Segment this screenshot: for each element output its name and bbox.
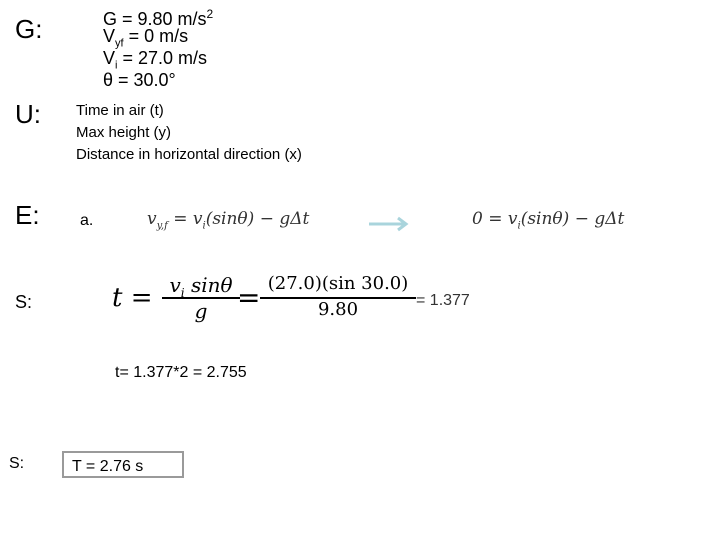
label-u: U: [15, 99, 41, 129]
givens-block [103, 3, 213, 91]
given-gravity: G = 9.80 $m/s^2$ [103, 7, 214, 29]
label-e: E: [15, 200, 40, 230]
equals-sign: = [237, 281, 261, 314]
fraction-numeric: (27.0)(sin 30.0) 9.80 [260, 273, 416, 320]
given-vyf: $V_{yf} = 0$ m/s [103, 26, 189, 50]
equation-velocity-zero: $0 = v_i(\sin\theta) - g\Delta t$ [472, 209, 625, 232]
part-label: a. [80, 212, 94, 229]
label-g: G: [15, 14, 43, 44]
fraction-symbolic: $v_i$ sinθ g [162, 273, 240, 323]
result-value: = 1.377 [416, 292, 470, 309]
label-s-1: S: [15, 292, 33, 312]
t-equals: t = [112, 283, 153, 313]
given-theta: θ = 30.0° [103, 70, 176, 90]
equation-velocity: $v_{y,f} = v_i(\sin\theta) - g\Delta t$ [147, 209, 310, 232]
answer-box: T = 2.76 s [62, 451, 184, 478]
doubled-time: t= 1.377*2 = 2.755 [115, 364, 247, 381]
given-vi: $V_i = 27.0$ m/s [103, 48, 208, 72]
label-s-2: S: [9, 455, 25, 472]
unknown-item: Distance in horizontal direction (x) [76, 146, 302, 163]
unknown-item: Time in air (t) [76, 102, 164, 119]
right-arrow-icon [368, 216, 412, 232]
unknowns-block [76, 100, 302, 166]
unknown-item: Max height (y) [76, 124, 172, 141]
